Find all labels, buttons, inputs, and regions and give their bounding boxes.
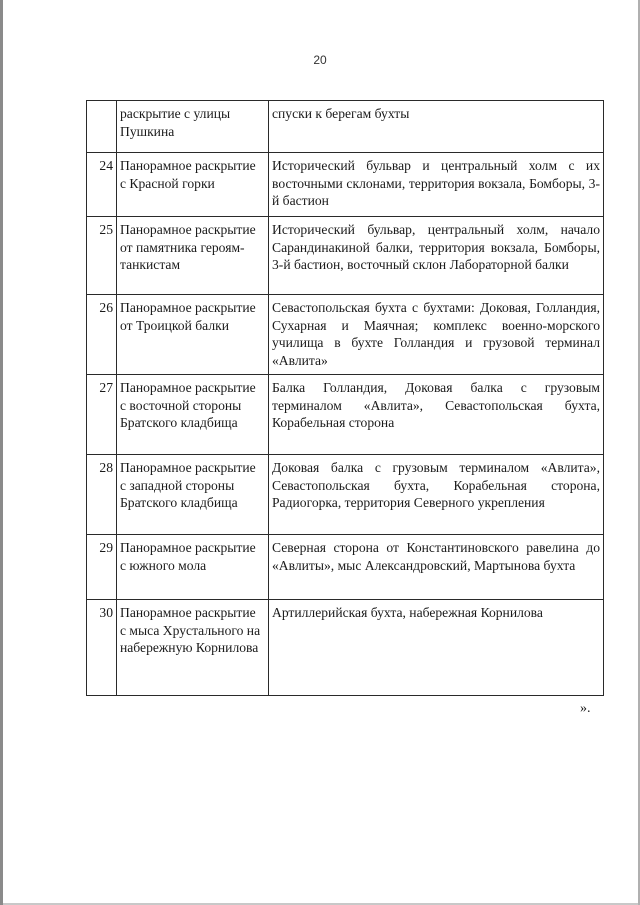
row-number: 28 bbox=[87, 455, 117, 535]
row-number: 25 bbox=[87, 217, 117, 295]
table-row bbox=[87, 535, 604, 600]
row-number bbox=[87, 101, 117, 153]
row-number: 26 bbox=[87, 295, 117, 375]
view-description: Севастопольская бухта с бухтами: Доковая, Голландия, Сухарная и Маячная; комплекс военно-морского училища в бухте Голландия и грузовой терминал «Авлита» bbox=[269, 295, 604, 375]
view-description: спуски к берегам бухты bbox=[269, 101, 604, 153]
viewpoint-name: Панорамное раскрытие с южного мола bbox=[117, 535, 269, 600]
table-row bbox=[87, 295, 604, 375]
view-description: Доковая балка с грузовым терминалом «Авлита», Севастопольская бухта, Корабельная сторона, Радиогорка, территория Северного укрепления bbox=[269, 455, 604, 535]
view-description: Северная сторона от Константиновского равелина до «Авлиты», мыс Александровский, Мартынова бухта bbox=[269, 535, 604, 600]
row-number: 24 bbox=[87, 153, 117, 217]
page-number: 20 bbox=[313, 53, 327, 67]
viewpoint-name: Панорамное раскрытие с Красной горки bbox=[117, 153, 269, 217]
row-number: 30 bbox=[87, 600, 117, 696]
view-description: Артиллерийская бухта, набережная Корнилова bbox=[269, 600, 604, 696]
view-description: Балка Голландия, Доковая балка с грузовым терминалом «Авлита», Севастопольская бухта, Корабельная сторона bbox=[269, 375, 604, 455]
table-row bbox=[87, 455, 604, 535]
viewpoint-name: Панорамное раскрытие от памятника героям-танкистам bbox=[117, 217, 269, 295]
table-row bbox=[87, 375, 604, 455]
row-number: 29 bbox=[87, 535, 117, 600]
closing-quote-mark: ». bbox=[580, 701, 591, 716]
viewpoint-name: Панорамное раскрытие от Троицкой балки bbox=[117, 295, 269, 375]
viewpoint-name: раскрытие с улицы Пушкина bbox=[117, 101, 269, 153]
viewpoint-name: Панорамное раскрытие с восточной стороны Братского кладбища bbox=[117, 375, 269, 455]
table-row bbox=[87, 153, 604, 217]
view-description: Исторический бульвар, центральный холм, начало Сарандинакиной балки, территория вокзала, Бомборы, 3-й бастион, восточный склон Лабораторной балки bbox=[269, 217, 604, 295]
table-row bbox=[87, 217, 604, 295]
table-row bbox=[87, 101, 604, 153]
viewpoint-name: Панорамное раскрытие с западной стороны Братского кладбища bbox=[117, 455, 269, 535]
row-number: 27 bbox=[87, 375, 117, 455]
table-row bbox=[87, 600, 604, 696]
view-description: Исторический бульвар и центральный холм с их восточными склонами, территория вокзала, Бомборы, 3-й бастион bbox=[269, 153, 604, 217]
viewpoints-table bbox=[86, 100, 604, 696]
viewpoint-name: Панорамное раскрытие с мыса Хрустального на набережную Корнилова bbox=[117, 600, 269, 696]
